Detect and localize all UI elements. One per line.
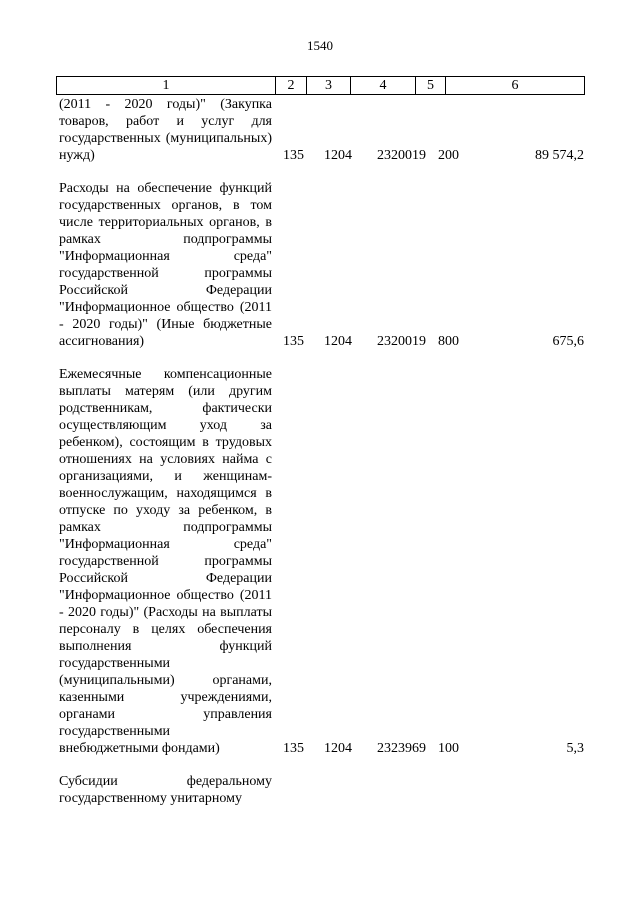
table-row (59, 96, 584, 164)
target-code: 2323969 (377, 741, 426, 756)
amount-value: 675,6 (552, 334, 584, 349)
target-code: 2320019 (377, 334, 426, 349)
row-description: Ежемесячные компенсационные выплаты матерям (или другим родственникам, фактически осуществляющим уход за ребенком), состоящим в трудовых отношениях на условиях найма с организациями, и женщинам-военнослужащим, находящимся в отпуске по уходу за ребенком, в рамках подпрограммы "Информационная среда" государственной программы Российской Федерации "Информационное общество (2011 - 2020 годы)" (Расходы на выплаты персоналу в целях обеспечения выполнения функций государственными (муниципальными) органами, казенными учреждениями, органами управления государственными внебюджетными фондами) (59, 367, 272, 756)
ministry-code: 135 (283, 334, 304, 349)
target-code: 2320019 (377, 148, 426, 163)
column-header-1: 1 (57, 77, 276, 95)
page-number: 1540 (307, 38, 333, 53)
section-code: 1204 (324, 334, 352, 349)
column-header-table (56, 76, 585, 95)
column-header-2: 2 (276, 77, 307, 95)
row-description: Расходы на обеспечение функций государственных органов, в том числе территориальных органов, в рамках подпрограммы "Информационная среда" государственной программы Российской Федерации "Информационное общество (2011 - 2020 годы)" (Иные бюджетные ассигнования) (59, 181, 272, 349)
expense-kind-code: 200 (438, 148, 459, 163)
ministry-code: 135 (283, 741, 304, 756)
section-code: 1204 (324, 148, 352, 163)
row-description: (2011 - 2020 годы)" (Закупка товаров, работ и услуг для государственных (муниципальных) нужд) (59, 97, 272, 163)
column-header-5: 5 (416, 77, 446, 95)
expense-kind-code: 100 (438, 741, 459, 756)
ministry-code: 135 (283, 148, 304, 163)
amount-value: 5,3 (566, 741, 584, 756)
column-header-6: 6 (446, 77, 585, 95)
table-row (59, 180, 584, 350)
table-row (59, 773, 584, 807)
column-header-4: 4 (351, 77, 416, 95)
amount-value: 89 574,2 (535, 148, 584, 163)
row-description: Субсидии федеральному государственному унитарному (59, 774, 272, 806)
column-header-3: 3 (307, 77, 351, 95)
section-code: 1204 (324, 741, 352, 756)
expense-kind-code: 800 (438, 334, 459, 349)
table-row (59, 366, 584, 757)
budget-rows (59, 96, 584, 807)
